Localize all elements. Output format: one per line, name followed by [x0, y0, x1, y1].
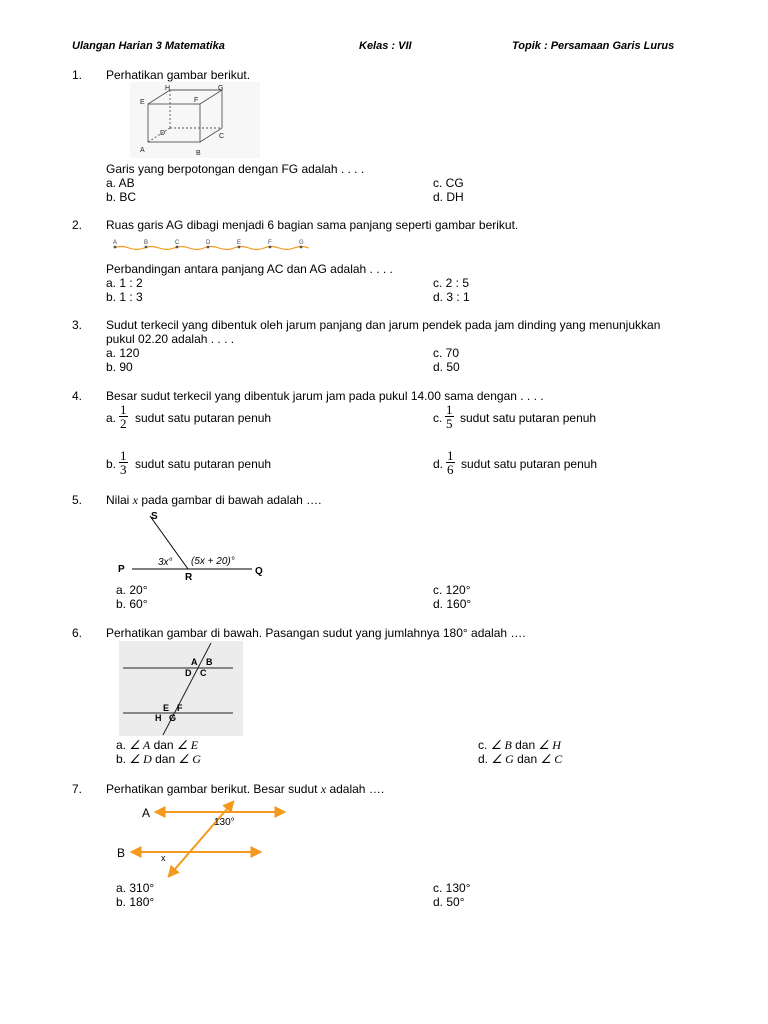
label-h: H: [155, 713, 162, 723]
angle-figure: [112, 506, 277, 584]
option-prefix: a.: [106, 411, 117, 425]
fraction: $\frac{1}{2}$: [120, 402, 127, 431]
question-number: 7.: [72, 782, 83, 796]
question-number: 5.: [72, 493, 83, 507]
label-r: R: [185, 572, 193, 583]
cube-label-f: F: [194, 97, 199, 104]
question-text: Nilai x pada gambar di bawah adalah ….: [106, 493, 322, 507]
label-p: P: [118, 564, 125, 575]
question-number: 3.: [72, 318, 83, 332]
fraction: $\frac{1}{6}$: [447, 448, 454, 477]
transversal-figure: [112, 800, 292, 878]
option-b[interactable]: b. ∠ D dan ∠ G: [116, 752, 201, 766]
label-right-angle: (5x + 20)°: [191, 556, 235, 567]
label-line-a: A: [142, 806, 151, 820]
question-text: Perhatikan gambar di bawah. Pasangan sudut yang jumlahnya 180° adalah ….: [106, 626, 526, 640]
option-d[interactable]: d. 50: [433, 360, 460, 374]
header-subject: Ulangan Harian 3 Matematika: [72, 40, 225, 52]
fraction: $\frac{1}{5}$: [446, 402, 453, 431]
label-line-b: B: [117, 846, 126, 860]
option-b[interactable]: b. 180°: [116, 895, 155, 909]
cube-label-g: G: [218, 85, 224, 92]
label-q: Q: [255, 566, 263, 577]
option-a[interactable]: a. AB: [106, 176, 135, 190]
label-angle-130: 130°: [214, 817, 235, 828]
cube-label-a: A: [140, 147, 145, 154]
segment-figure: [106, 238, 311, 252]
segment-label-d: D: [206, 240, 211, 246]
option-a[interactable]: a. ∠ A dan ∠ E: [116, 738, 199, 752]
question-text-2: Garis yang berpotongan dengan FG adalah . . . .: [106, 162, 365, 176]
label-c: C: [200, 668, 207, 678]
segment-label-c: C: [175, 240, 180, 246]
question-number: 6.: [72, 626, 83, 640]
question-text: Sudut terkecil yang dibentuk oleh jarum panjang dan jarum pendek pada jam dinding yang menunjukkan: [106, 318, 661, 332]
option-c[interactable]: c. CG: [433, 176, 464, 190]
option-c[interactable]: c. 70: [433, 346, 460, 360]
header-topic: Topik : Persamaan Garis Lurus: [512, 40, 675, 52]
option-d[interactable]: d. 160°: [433, 597, 472, 611]
fraction: $\frac{1}{3}$: [120, 448, 127, 477]
label-g: G: [169, 713, 177, 723]
question-number: 2.: [72, 218, 83, 232]
label-f: F: [177, 703, 183, 713]
option-suffix: sudut satu putaran penuh: [135, 411, 272, 425]
option-c[interactable]: c. ∠ B dan ∠ H: [478, 738, 561, 752]
cube-figure: [130, 82, 260, 158]
label-d: D: [185, 668, 192, 678]
header-class: Kelas : VII: [359, 40, 412, 52]
question-text: Ruas garis AG dibagi menjadi 6 bagian sama panjang seperti gambar berikut.: [106, 218, 519, 232]
question-number: 4.: [72, 389, 83, 403]
option-b[interactable]: b. 90: [106, 360, 133, 374]
segment-label-a: A: [113, 240, 118, 246]
label-s: S: [151, 511, 158, 522]
option-c[interactable]: c. 120°: [433, 583, 471, 597]
question-text-2: Perbandingan antara panjang AC dan AG adalah . . . .: [106, 262, 393, 276]
option-prefix: d.: [433, 457, 444, 471]
segment-label-f: F: [268, 240, 272, 246]
question-text: Besar sudut terkecil yang dibentuk jarum jam pada pukul 14.00 sama dengan . . . .: [106, 389, 544, 403]
question-text-2: pukul 02.20 adalah . . . .: [106, 332, 235, 346]
option-d[interactable]: d. 50°: [433, 895, 465, 909]
segment-label-b: B: [144, 240, 149, 246]
option-c[interactable]: c. 2 : 5: [433, 276, 470, 290]
option-a[interactable]: a. 310°: [116, 881, 155, 895]
option-d[interactable]: d. 3 : 1: [433, 290, 470, 304]
option-prefix: c.: [433, 411, 443, 425]
label-left-angle: 3x°: [158, 557, 173, 568]
label-b: B: [206, 657, 213, 667]
label-angle-x: x: [161, 853, 166, 863]
label-a: A: [191, 657, 198, 667]
option-b[interactable]: b. 60°: [116, 597, 148, 611]
option-d[interactable]: d. ∠ G dan ∠ C: [478, 752, 563, 766]
cube-label-h: H: [165, 85, 171, 92]
option-d[interactable]: d. DH: [433, 190, 464, 204]
option-suffix: sudut satu putaran penuh: [460, 411, 597, 425]
option-b[interactable]: b. BC: [106, 190, 137, 204]
option-a[interactable]: a. 20°: [116, 583, 148, 597]
option-b[interactable]: b. 1 : 3: [106, 290, 143, 304]
question-number: 1.: [72, 68, 83, 82]
segment-label-e: E: [237, 240, 242, 246]
cube-label-c: C: [219, 133, 225, 140]
option-c[interactable]: c. 130°: [433, 881, 471, 895]
parallel-lines-figure: [119, 641, 243, 736]
cube-label-d: D: [160, 130, 166, 137]
option-a[interactable]: a. 120: [106, 346, 140, 360]
option-suffix: sudut satu putaran penuh: [461, 457, 598, 471]
label-e: E: [163, 703, 170, 713]
question-text: Perhatikan gambar berikut. Besar sudut x adalah ….: [106, 782, 385, 796]
question-text: Perhatikan gambar berikut.: [106, 68, 251, 82]
cube-label-e: E: [140, 99, 145, 106]
option-a[interactable]: a. 1 : 2: [106, 276, 143, 290]
cube-label-b: B: [196, 150, 201, 157]
option-prefix: b.: [106, 457, 117, 471]
option-suffix: sudut satu putaran penuh: [135, 457, 272, 471]
segment-label-g: G: [299, 240, 304, 246]
